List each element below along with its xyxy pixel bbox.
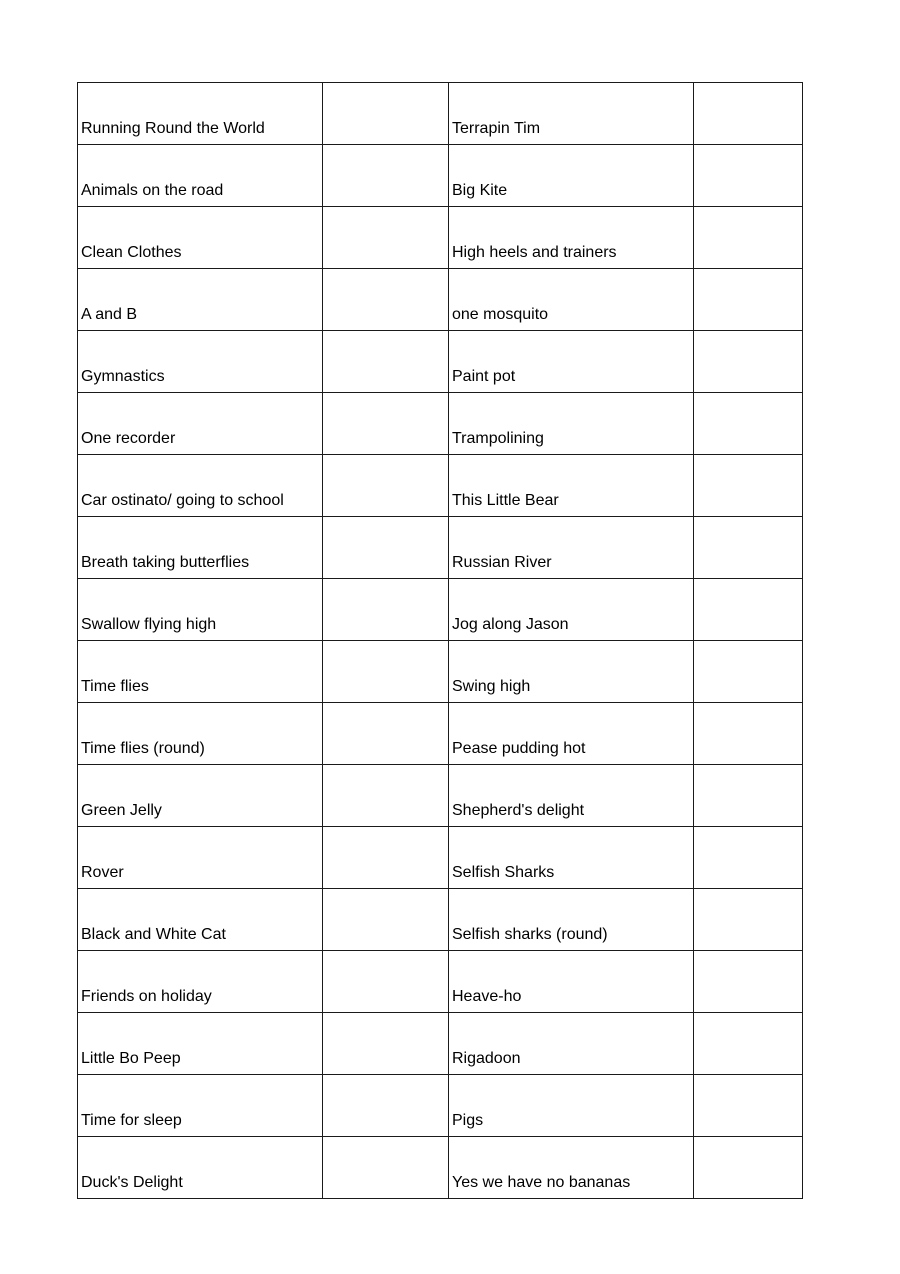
left-song-title: Black and White Cat — [78, 889, 323, 951]
left-song-title: Swallow flying high — [78, 579, 323, 641]
right-song-title: Paint pot — [449, 331, 694, 393]
right-song-title: Pease pudding hot — [449, 703, 694, 765]
right-song-title: Terrapin Tim — [449, 83, 694, 145]
left-song-title: Clean Clothes — [78, 207, 323, 269]
left-song-title: Animals on the road — [78, 145, 323, 207]
right-blank-cell — [694, 951, 803, 1013]
table-row — [78, 951, 803, 1013]
left-blank-cell — [323, 951, 449, 1013]
table-row — [78, 83, 803, 145]
right-song-title: Rigadoon — [449, 1013, 694, 1075]
right-song-title: Pigs — [449, 1075, 694, 1137]
left-blank-cell — [323, 83, 449, 145]
left-blank-cell — [323, 269, 449, 331]
right-song-title: Shepherd's delight — [449, 765, 694, 827]
right-song-title: High heels and trainers — [449, 207, 694, 269]
right-song-title: Heave-ho — [449, 951, 694, 1013]
left-song-title: Time flies — [78, 641, 323, 703]
left-song-title: One recorder — [78, 393, 323, 455]
right-blank-cell — [694, 393, 803, 455]
right-song-title: Selfish sharks (round) — [449, 889, 694, 951]
left-blank-cell — [323, 765, 449, 827]
left-song-title: Little Bo Peep — [78, 1013, 323, 1075]
left-song-title: Car ostinato/ going to school — [78, 455, 323, 517]
table-row — [78, 393, 803, 455]
left-song-title: A and B — [78, 269, 323, 331]
left-blank-cell — [323, 517, 449, 579]
left-song-title: Rover — [78, 827, 323, 889]
right-blank-cell — [694, 1075, 803, 1137]
right-song-title: one mosquito — [449, 269, 694, 331]
right-blank-cell — [694, 889, 803, 951]
left-blank-cell — [323, 889, 449, 951]
left-song-title: Green Jelly — [78, 765, 323, 827]
right-blank-cell — [694, 517, 803, 579]
table-row — [78, 579, 803, 641]
table-body — [78, 83, 803, 1199]
right-blank-cell — [694, 145, 803, 207]
right-blank-cell — [694, 1137, 803, 1199]
table-row — [78, 331, 803, 393]
left-song-title: Time for sleep — [78, 1075, 323, 1137]
right-song-title: Russian River — [449, 517, 694, 579]
right-blank-cell — [694, 765, 803, 827]
left-blank-cell — [323, 641, 449, 703]
right-song-title: Trampolining — [449, 393, 694, 455]
right-song-title: Big Kite — [449, 145, 694, 207]
table-row — [78, 1137, 803, 1199]
left-song-title: Breath taking butterflies — [78, 517, 323, 579]
right-song-title: Yes we have no bananas — [449, 1137, 694, 1199]
left-blank-cell — [323, 207, 449, 269]
right-blank-cell — [694, 1013, 803, 1075]
right-blank-cell — [694, 641, 803, 703]
left-song-title: Duck's Delight — [78, 1137, 323, 1199]
table-row — [78, 827, 803, 889]
left-song-title: Gymnastics — [78, 331, 323, 393]
left-song-title: Time flies (round) — [78, 703, 323, 765]
left-blank-cell — [323, 331, 449, 393]
table-row — [78, 765, 803, 827]
table-row — [78, 145, 803, 207]
right-song-title: Jog along Jason — [449, 579, 694, 641]
table-row — [78, 207, 803, 269]
right-blank-cell — [694, 269, 803, 331]
left-blank-cell — [323, 579, 449, 641]
right-song-title: Selfish Sharks — [449, 827, 694, 889]
left-blank-cell — [323, 1013, 449, 1075]
table-row — [78, 889, 803, 951]
table-row — [78, 455, 803, 517]
table-row — [78, 1013, 803, 1075]
right-blank-cell — [694, 827, 803, 889]
table-row — [78, 269, 803, 331]
right-song-title: This Little Bear — [449, 455, 694, 517]
right-blank-cell — [694, 703, 803, 765]
table-row — [78, 641, 803, 703]
table-row — [78, 703, 803, 765]
right-blank-cell — [694, 455, 803, 517]
left-song-title: Friends on holiday — [78, 951, 323, 1013]
right-blank-cell — [694, 579, 803, 641]
left-blank-cell — [323, 455, 449, 517]
left-blank-cell — [323, 1137, 449, 1199]
right-song-title: Swing high — [449, 641, 694, 703]
left-song-title: Running Round the World — [78, 83, 323, 145]
right-blank-cell — [694, 83, 803, 145]
table-row — [78, 1075, 803, 1137]
left-blank-cell — [323, 703, 449, 765]
song-checklist-table — [77, 82, 803, 1199]
right-blank-cell — [694, 331, 803, 393]
left-blank-cell — [323, 1075, 449, 1137]
right-blank-cell — [694, 207, 803, 269]
left-blank-cell — [323, 827, 449, 889]
table-row — [78, 517, 803, 579]
left-blank-cell — [323, 145, 449, 207]
left-blank-cell — [323, 393, 449, 455]
